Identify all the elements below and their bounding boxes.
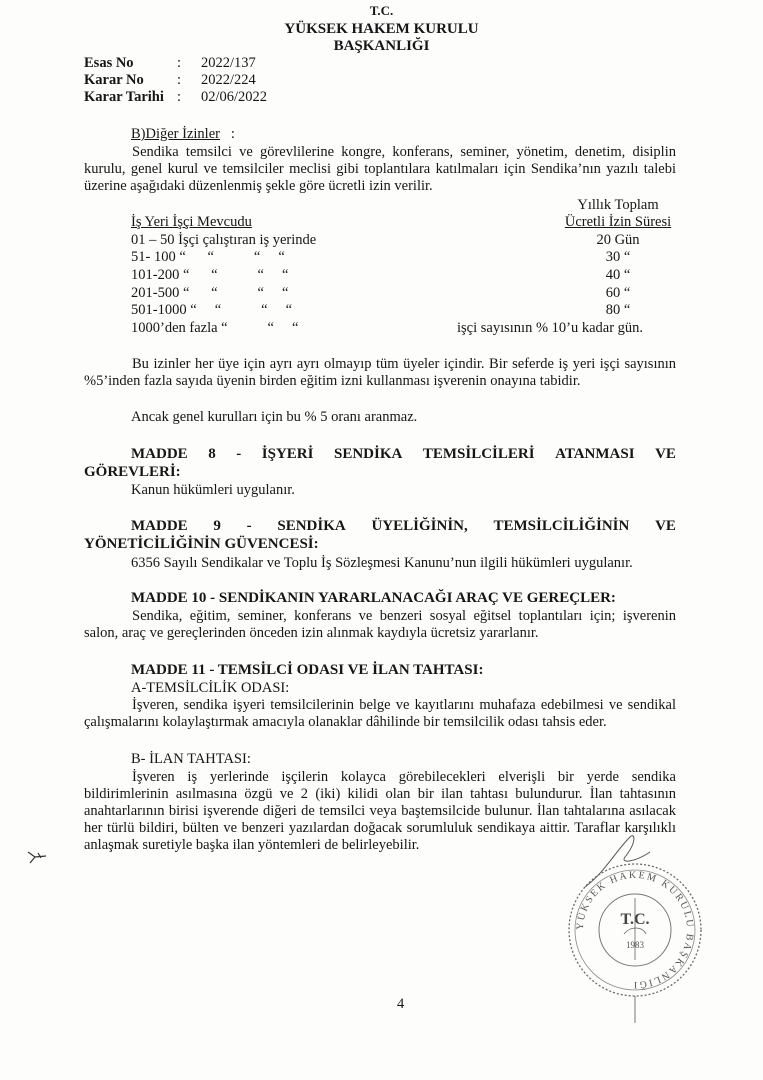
- article-8-title: [131, 446, 676, 463]
- article-11-sub-b: B- İLAN TAHTASI:: [131, 751, 251, 767]
- header-institution: YÜKSEK HAKEM KURULU: [284, 21, 479, 37]
- table-row-right: 20 Gün: [596, 232, 640, 248]
- table-right-header-1: Yıllık Toplam: [577, 197, 659, 213]
- table-row-left: 1000’den fazla “ “ “: [131, 320, 299, 336]
- stamp-ring-text: YÜKSEK HAKEM KURULU BAŞKANLIĞI: [574, 869, 696, 991]
- official-stamp-icon: [560, 838, 710, 1028]
- article-10-body: Sendika, eğitim, seminer, konferans ve benzeri sosyal eğitsel toplantıları için; işverenin salon, araç ve gereçlerinden önceden izin alınmak kaydıyla ücretsiz yararlanır.: [84, 608, 676, 641]
- table-row-right: 80 “: [605, 302, 631, 318]
- table-row-left: 501-1000 “ “ “ “: [131, 302, 293, 318]
- article-8-title-cont: GÖREVLERİ:: [84, 464, 181, 480]
- table-row-left: 51- 100 “ “ “ “: [131, 249, 285, 265]
- section-b-paragraph: Sendika temsilci ve görevlilerine kongre, konferans, seminer, yönetim, denetim, disiplin kurulu, genel kurul ve temsilciler meclisi gibi toplantılara katılmaları için Sendika’nın yazılı talebi üzerine aşağıdaki düzenlenmiş şekle göre ücretli izin verilir.: [84, 144, 676, 194]
- article-11-title: MADDE 11 - TEMSİLCİ ODASI VE İLAN TAHTASI:: [131, 662, 484, 678]
- section-b-title: [131, 126, 235, 143]
- table-left-header: İş Yeri İşçi Mevcudu: [131, 214, 252, 230]
- article-8-word: TEMSİLCİLERİ: [422, 446, 535, 462]
- esas-colon: :: [177, 55, 182, 71]
- article-9-word: VE: [655, 518, 676, 534]
- article-8-word: MADDE: [131, 446, 188, 462]
- article-8-word: İŞYERİ: [261, 446, 314, 462]
- article-9-word: -: [246, 518, 252, 534]
- table-row-left: 101-200 “ “ “ “: [131, 267, 289, 283]
- stamp-year: 1983: [626, 940, 644, 950]
- leave-note-paragraph: Bu izinler her üye için ayrı ayrı olmayıp tüm üyeler içindir. Bir seferde iş yeri işçi sayısının %5’inden fazla sayıda üyenin birden eğitim izni kullanması işverenin onayına tabidir.: [84, 356, 676, 389]
- esas-value: 2022/137: [201, 55, 256, 71]
- article-9-word: 9: [213, 518, 221, 534]
- article-10-title: MADDE 10 - SENDİKANIN YARARLANACAĞI ARAÇ VE GEREÇLER:: [131, 590, 616, 606]
- table-row-left: 201-500 “ “ “ “: [131, 285, 289, 301]
- article-8-word: VE: [655, 446, 676, 462]
- article-8-word: SENDİKA: [333, 446, 403, 462]
- article-9-title: [131, 518, 676, 535]
- signature-mark-icon: [26, 848, 48, 866]
- article-9-word: MADDE: [131, 518, 188, 534]
- table-row-left: 01 – 50 İşçi çalıştıran iş yerinde: [131, 232, 317, 248]
- article-9-title-cont: YÖNETİCİLİĞİNİN GÜVENCESİ:: [84, 536, 319, 552]
- table-right-header-2: Ücretli İzin Süresi: [564, 214, 672, 230]
- header-presidency: BAŞKANLIĞI: [333, 38, 430, 54]
- tarih-value: 02/06/2022: [201, 89, 268, 105]
- article-8-word: -: [236, 446, 242, 462]
- table-row-right: 60 “: [605, 285, 631, 301]
- article-11-body-a: İşveren, sendika işyeri temsilcilerinin belge ve kayıtlarını muhafaza edebilmesi ve sendikal çalışmalarını kolaylaştırmak amacıyla olanaklar dâhilinde bir temsilcilik odası tahsis eder.: [84, 697, 676, 730]
- page-number: 4: [397, 996, 405, 1012]
- article-9-word: TEMSİLCİLİĞİNİN: [493, 518, 630, 534]
- general-assembly-note: Ancak genel kurulları için bu % 5 oranı aranmaz.: [131, 409, 418, 425]
- article-8-body: Kanun hükümleri uygulanır.: [131, 482, 295, 498]
- article-9-word: ÜYELİĞİNİN,: [371, 518, 468, 534]
- tarih-label: Karar Tarihi: [84, 89, 164, 105]
- article-9-body: 6356 Sayılı Sendikalar ve Toplu İş Sözleşmesi Kanunu’nun ilgili hükümleri uygulanır.: [131, 555, 633, 571]
- table-row-right: 30 “: [605, 249, 631, 265]
- header-tc: T.C.: [369, 3, 394, 18]
- karar-label: Karar No: [84, 72, 144, 88]
- article-8-word: ATANMASI: [555, 446, 635, 462]
- section-b-title-text: B)Diğer İzinler: [131, 126, 220, 142]
- table-row-right: işçi sayısının % 10’u kadar gün.: [457, 320, 644, 336]
- esas-label: Esas No: [84, 55, 134, 71]
- karar-colon: :: [177, 72, 182, 88]
- karar-value: 2022/224: [201, 72, 256, 88]
- section-b-title-colon: :: [230, 126, 235, 142]
- tarih-colon: :: [177, 89, 182, 105]
- article-9-word: SENDİKA: [277, 518, 346, 534]
- stamp-center-text: T.C.: [620, 911, 650, 928]
- table-row-right: 40 “: [605, 267, 631, 283]
- article-8-word: 8: [208, 446, 216, 462]
- article-11-sub-a: A-TEMSİLCİLİK ODASI:: [131, 680, 290, 696]
- article-11-body-b: İşveren iş yerlerinde işçilerin kolayca görebilecekleri elverişli bir yerde sendika bildirimlerinin asılmasına özgü ve 2 (iki) kilidi olan bir ilan tahtası bulundurur. İlan tahtasının anahtarlarının birisi işverende diğeri de temsilci veya baştemsilcide bulunur. İlan tahtalarına asılacak her türlü bildiri, bülten ve benzeri yazılardan doğacak sorumluluk sendikaya aittir. Taraflar karşılıklı anlaşmak suretiyle başka ilan yöntemleri de belirleyebilir.: [84, 769, 676, 853]
